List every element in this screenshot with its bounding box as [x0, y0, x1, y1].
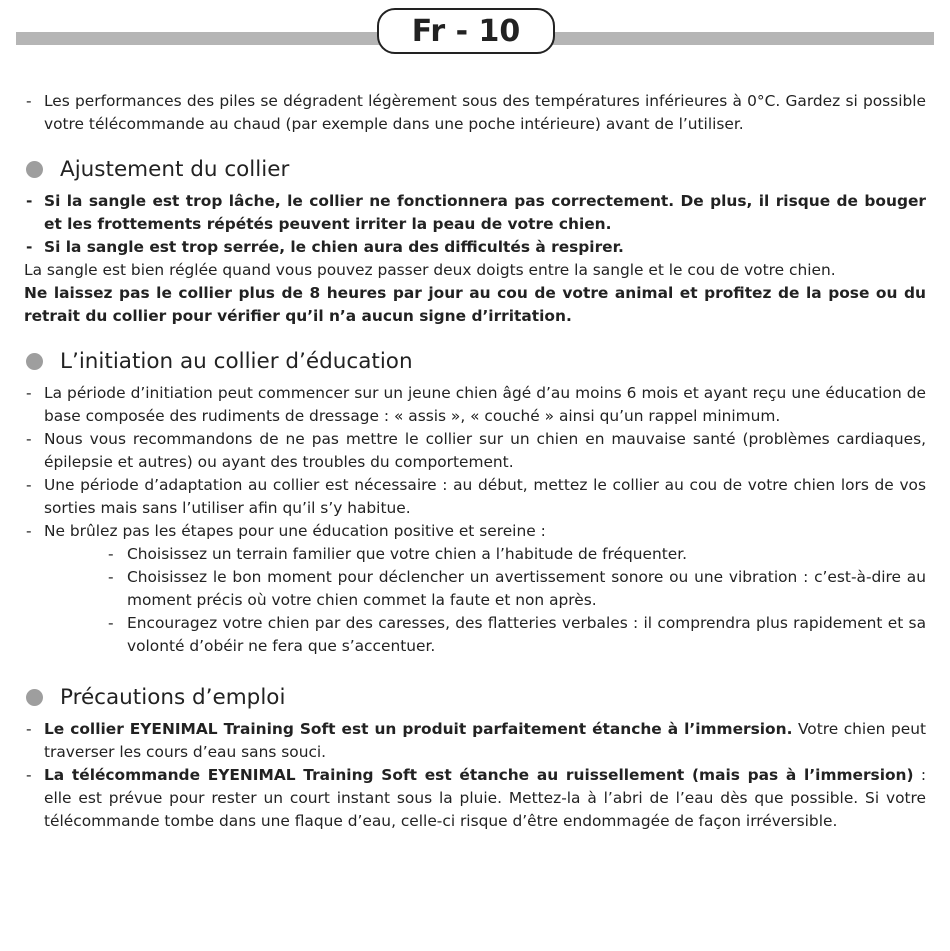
item-bold-text: Le collier EYENIMAL Training Soft est un produit parfaitement étanche à l’immersion. [44, 720, 793, 738]
section-heading-ajustement [24, 156, 926, 184]
section-title: Précautions d’emploi [60, 685, 286, 710]
item-text: Une période d’adaptation au collier est nécessaire : au début, mettez le collier au cou de votre chien lors de vos sorties mais sans l’utiliser afin qu’il s’y habitue. [44, 476, 926, 517]
item-text: Ne brûlez pas les étapes pour une éducation positive et sereine : [44, 522, 546, 540]
dash-marker: - [26, 522, 32, 540]
item-bold-text: La télécommande EYENIMAL Training Soft est étanche au ruissellement (mais pas à l’immersion) [44, 766, 914, 784]
list-item [24, 190, 926, 236]
item-text: : elle est prévue pour rester un court instant sous la pluie. Mettez-la à l’abri de l’eau dès que possible. Si votre télécommande tombe dans une flaque d’eau, celle-ci risque d’être endommagée de façon irréversible. [44, 766, 927, 830]
dash-marker: - [26, 720, 32, 738]
dash-marker: - [26, 238, 33, 256]
list-item [24, 520, 926, 543]
dash-marker: - [26, 192, 33, 210]
sub-list-item [24, 543, 926, 566]
item-text: La période d’initiation peut commencer sur un jeune chien âgé d’au moins 6 mois et ayant reçu une éducation de base composée des rudiments de dressage : « assis », « couché » ainsi qu’un rappel minimum. [44, 384, 926, 425]
item-text: Choisissez un terrain familier que votre chien a l’habitude de fréquenter. [127, 545, 688, 563]
list-item [24, 428, 926, 474]
page-number-badge: Fr - 10 [377, 8, 555, 54]
item-text: Encouragez votre chien par des caresses, des flatteries verbales : il comprendra plus rapidement et sa volonté d’obéir ne fera que s’accentuer. [127, 614, 926, 655]
dash-marker: - [26, 430, 32, 448]
list-item [24, 764, 926, 833]
dash-marker: - [108, 614, 114, 632]
dash-marker: - [108, 545, 114, 563]
dash-marker: - [26, 92, 32, 110]
sub-list-item [24, 566, 926, 612]
item-text: Si la sangle est trop lâche, le collier ne fonctionnera pas correctement. De plus, il risque de bouger et les frottements répétés peuvent irriter la peau de votre chien. [44, 192, 926, 233]
item-text: Choisissez le bon moment pour déclencher un avertissement sonore ou une vibration : c’est-à-dire au moment précis où votre chien commet la faute et non après. [127, 568, 926, 609]
dash-marker: - [26, 476, 32, 494]
list-item [24, 474, 926, 520]
item-text: Votre chien peut traverser les cours d’eau sans souci. [44, 720, 926, 761]
section-heading-initiation [24, 348, 926, 376]
list-item [24, 718, 926, 764]
list-item [24, 382, 926, 428]
intro-text: Les performances des piles se dégradent légèrement sous des températures inférieures à 0°C. Gardez si possible votre télécommande au chaud (par exemple dans une poche intérieure) avant de l’utiliser. [44, 92, 926, 133]
item-text: Nous vous recommandons de ne pas mettre le collier sur un chien en mauvaise santé (problèmes cardiaques, épilepsie et autres) ou ayant des troubles du comportement. [44, 430, 926, 471]
sub-list-item [24, 612, 926, 658]
dash-marker: - [26, 384, 32, 402]
dash-marker: - [26, 766, 32, 784]
dash-marker: - [108, 568, 114, 586]
paragraph: La sangle est bien réglée quand vous pouvez passer deux doigts entre la sangle et le cou de votre chien. [24, 261, 836, 279]
circle-bullet-icon [26, 689, 43, 706]
section-title: L’initiation au collier d’éducation [60, 349, 413, 374]
section-title: Ajustement du collier [60, 157, 290, 182]
list-item [24, 236, 926, 259]
intro-item [24, 90, 926, 136]
item-text: Si la sangle est trop serrée, le chien aura des difficultés à respirer. [44, 238, 624, 256]
circle-bullet-icon [26, 161, 43, 178]
circle-bullet-icon [26, 353, 43, 370]
page-content [24, 90, 926, 833]
section-heading-precautions [24, 684, 926, 712]
warning-paragraph: Ne laissez pas le collier plus de 8 heures par jour au cou de votre animal et profitez de la pose ou du retrait du collier pour vérifier qu’il n’a aucun signe d’irritation. [24, 284, 926, 325]
